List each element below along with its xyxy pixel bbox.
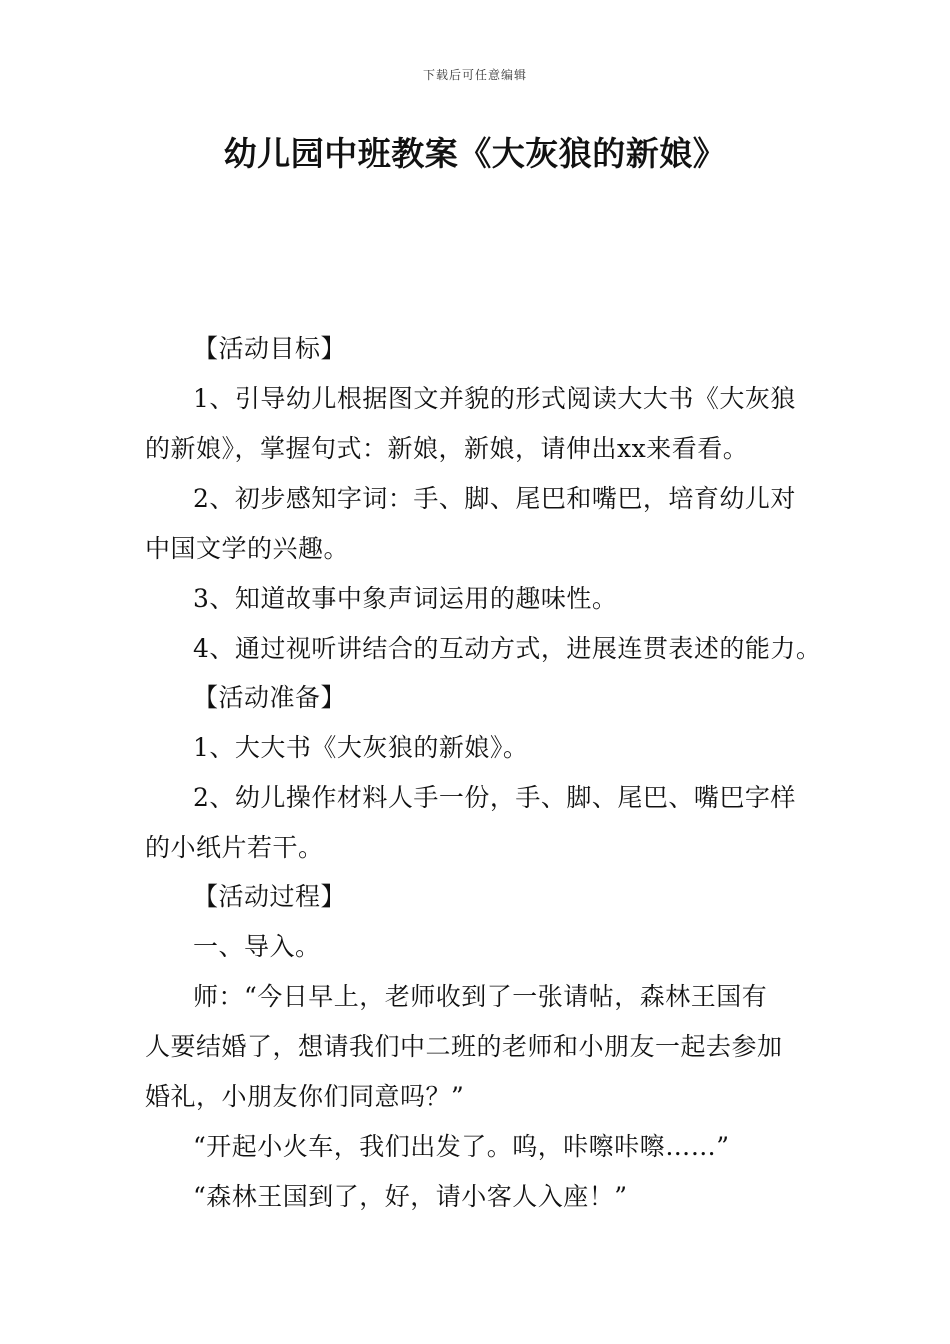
prep-1: 1、大大书《大灰狼的新娘》。 [193, 733, 529, 762]
teacher-speech-line-3: 婚礼，小朋友你们同意吗？” [145, 1082, 465, 1111]
goal-2-line-2: 中国文学的兴趣。 [145, 534, 350, 563]
train-speech: “开起小火车，我们出发了。呜，咔嚓咔嚓……” [193, 1132, 730, 1161]
section-heading-preparation: 【活动准备】 [193, 683, 347, 712]
prep-2-line-1: 2、幼儿操作材料人手一份，手、脚、尾巴、嘴巴字样 [193, 783, 796, 812]
goal-3: 3、知道故事中象声词运用的趣味性。 [193, 584, 618, 613]
teacher-speech-line-2: 人要结婚了，想请我们中二班的老师和小朋友一起去参加 [145, 1032, 783, 1061]
prep-2-line-2: 的小纸片若干。 [145, 833, 324, 862]
goal-4: 4、通过视听讲结合的互动方式，进展连贯表述的能力。 [193, 634, 822, 663]
goal-1-line-1: 1、引导幼儿根据图文并貌的形式阅读大大书《大灰狼 [193, 384, 796, 413]
process-step-1: 一、导入。 [193, 932, 321, 961]
section-heading-goals: 【活动目标】 [193, 334, 347, 363]
header-note: 下载后可任意编辑 [422, 68, 527, 82]
goal-1-line-2: 的新娘》，掌握句式：新娘，新娘，请伸出xx来看看。 [145, 434, 749, 463]
teacher-speech-line-1: 师：“今日早上，老师收到了一张请帖，森林王国有 [193, 982, 768, 1011]
document-title: 幼儿园中班教案《大灰狼的新娘》 [223, 134, 727, 173]
section-heading-process: 【活动过程】 [193, 882, 347, 911]
goal-2-line-1: 2、初步感知字词：手、脚、尾巴和嘴巴，培育幼儿对 [193, 484, 796, 513]
arrival-speech: “森林王国到了，好，请小客人入座！” [193, 1182, 628, 1211]
